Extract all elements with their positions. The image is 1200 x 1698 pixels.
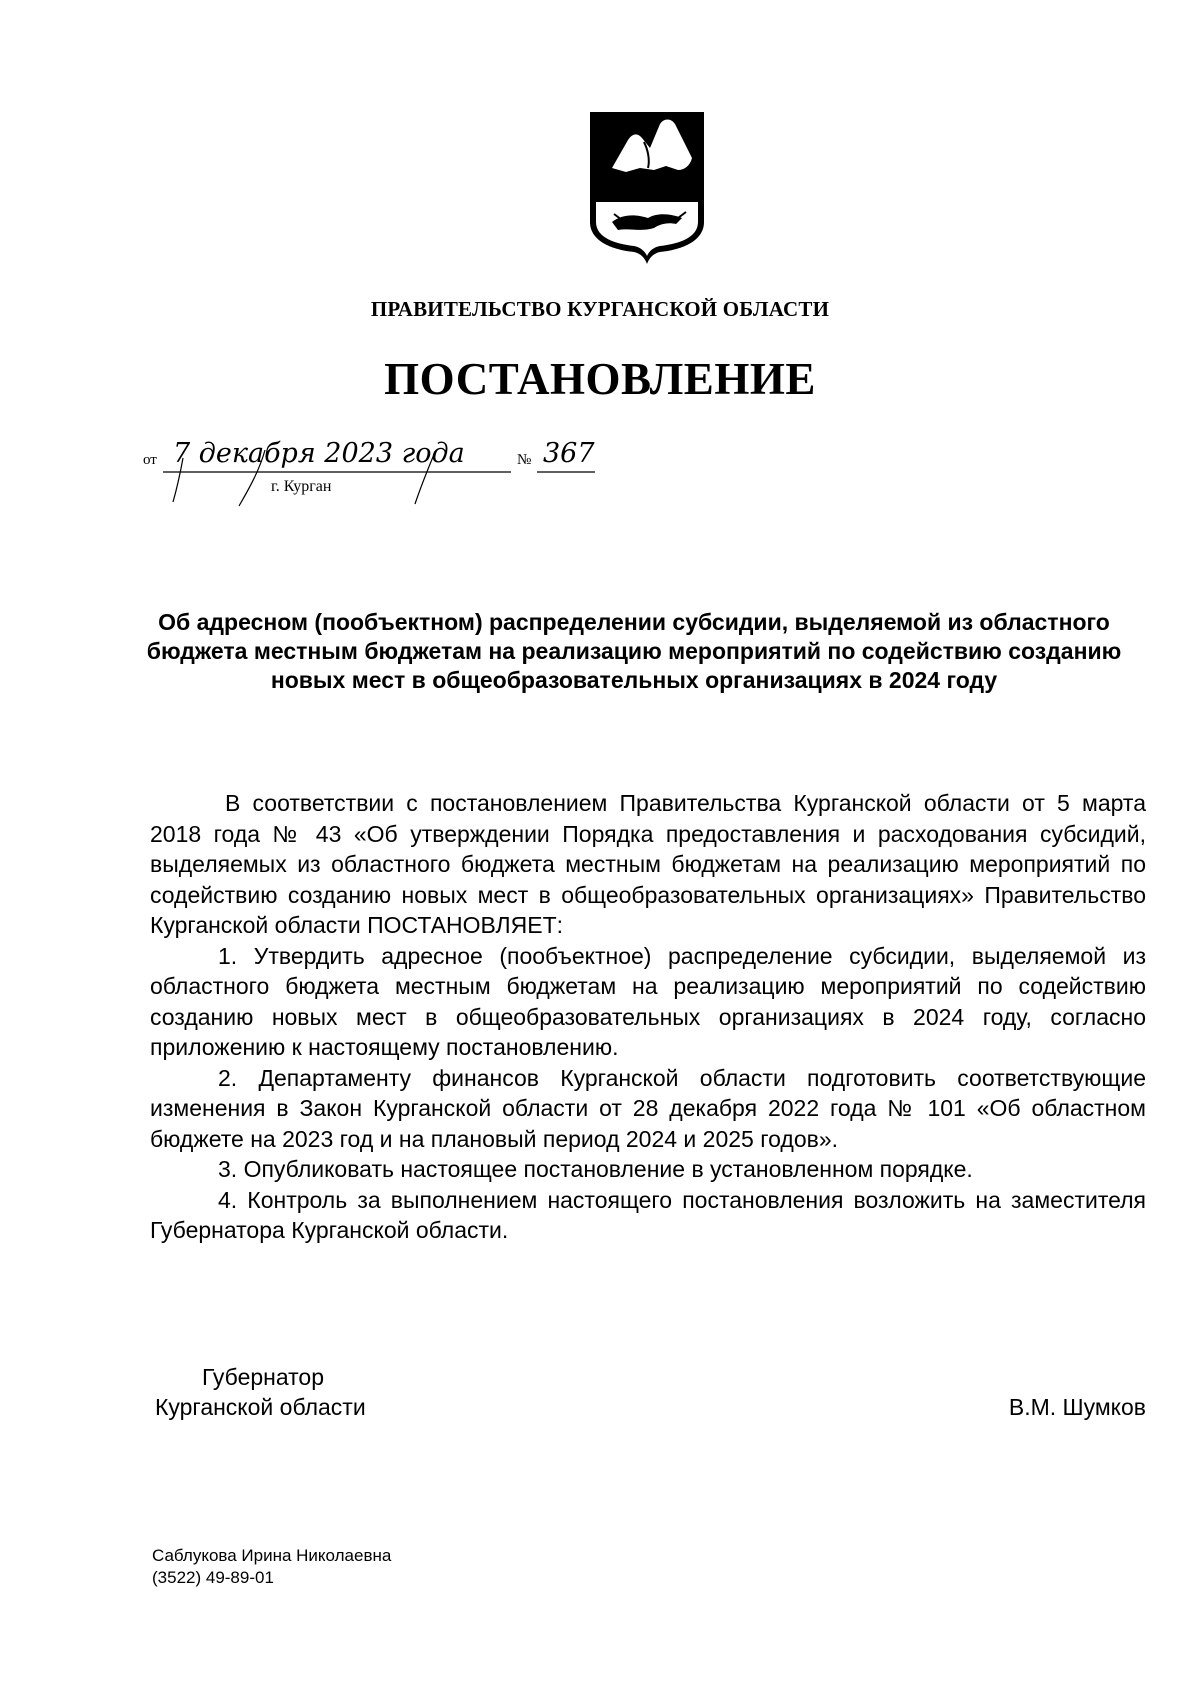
document-type-title: ПОСТАНОВЛЕНИЕ bbox=[384, 354, 816, 404]
handwritten-date: 7 декабря 2023 года bbox=[173, 438, 465, 469]
clause-2: 2. Департаменту финансов Курганской области подготовить соответствующие изменения в Закон Курганской области от 28 декабря 2022 года № 101 «Об областном бюджете на 2023 год и на плановый период 2024 и 2025 годов». bbox=[150, 1064, 1146, 1152]
date-prefix: от bbox=[143, 452, 157, 468]
signatory-title: Губернатор bbox=[202, 1364, 325, 1390]
clause-1: 1. Утвердить адресное (пообъектное) распределение субсидии, выделяемой из областного бюджета местным бюджетам на реализацию мероприятий по содействию созданию новых мест в общеобразовательных организациях в 2024 году, согласно приложению к настоящему постановлению. bbox=[150, 942, 1146, 1060]
executor-phone: (3522) 49-89-01 bbox=[152, 1568, 274, 1587]
handwritten-number: 367 bbox=[543, 438, 595, 469]
number-label: № bbox=[517, 452, 532, 468]
dateline bbox=[143, 440, 663, 510]
city-name: г. Курган bbox=[271, 478, 332, 495]
signatory-position bbox=[155, 1362, 366, 1422]
executor-name: Саблукова Ирина Николаевна bbox=[152, 1546, 392, 1565]
signatory-name: В.М. Шумков bbox=[1008, 1394, 1146, 1420]
preamble-paragraph: В соответствии с постановлением Правительства Курганской области от 5 марта 2018 года № 43 «Об утверждении Порядка предоставления и расходования субсидий, выделяемых из областного бюджета местным бюджетам на реализацию мероприятий по содействию созданию новых мест в общеобразовательных организациях» Правительство Курганской области ПОСТАНОВЛЯЕТ: bbox=[150, 790, 1146, 938]
dateline-underlines bbox=[143, 440, 663, 510]
document-body bbox=[150, 788, 1146, 1246]
clause-4: 4. Контроль за выполнением настоящего постановления возложить на заместителя Губернатора Курганской области. bbox=[150, 1186, 1146, 1243]
clause-3: 3. Опубликовать настоящее постановление в установленном порядке. bbox=[218, 1156, 973, 1182]
government-name: ПРАВИТЕЛЬСТВО КУРГАНСКОЙ ОБЛАСТИ bbox=[370, 297, 830, 321]
signatory-region: Курганской области bbox=[155, 1394, 366, 1420]
document-subject: Об адресном (пообъектном) распределении субсидии, выделяемой из областного бюджета местным бюджетам на реализацию мероприятий по содействию созданию новых мест в общеобразовательных организациях в 2024 году bbox=[146, 609, 1122, 693]
coat-of-arms-emblem bbox=[588, 110, 706, 266]
executor-info bbox=[152, 1545, 391, 1589]
